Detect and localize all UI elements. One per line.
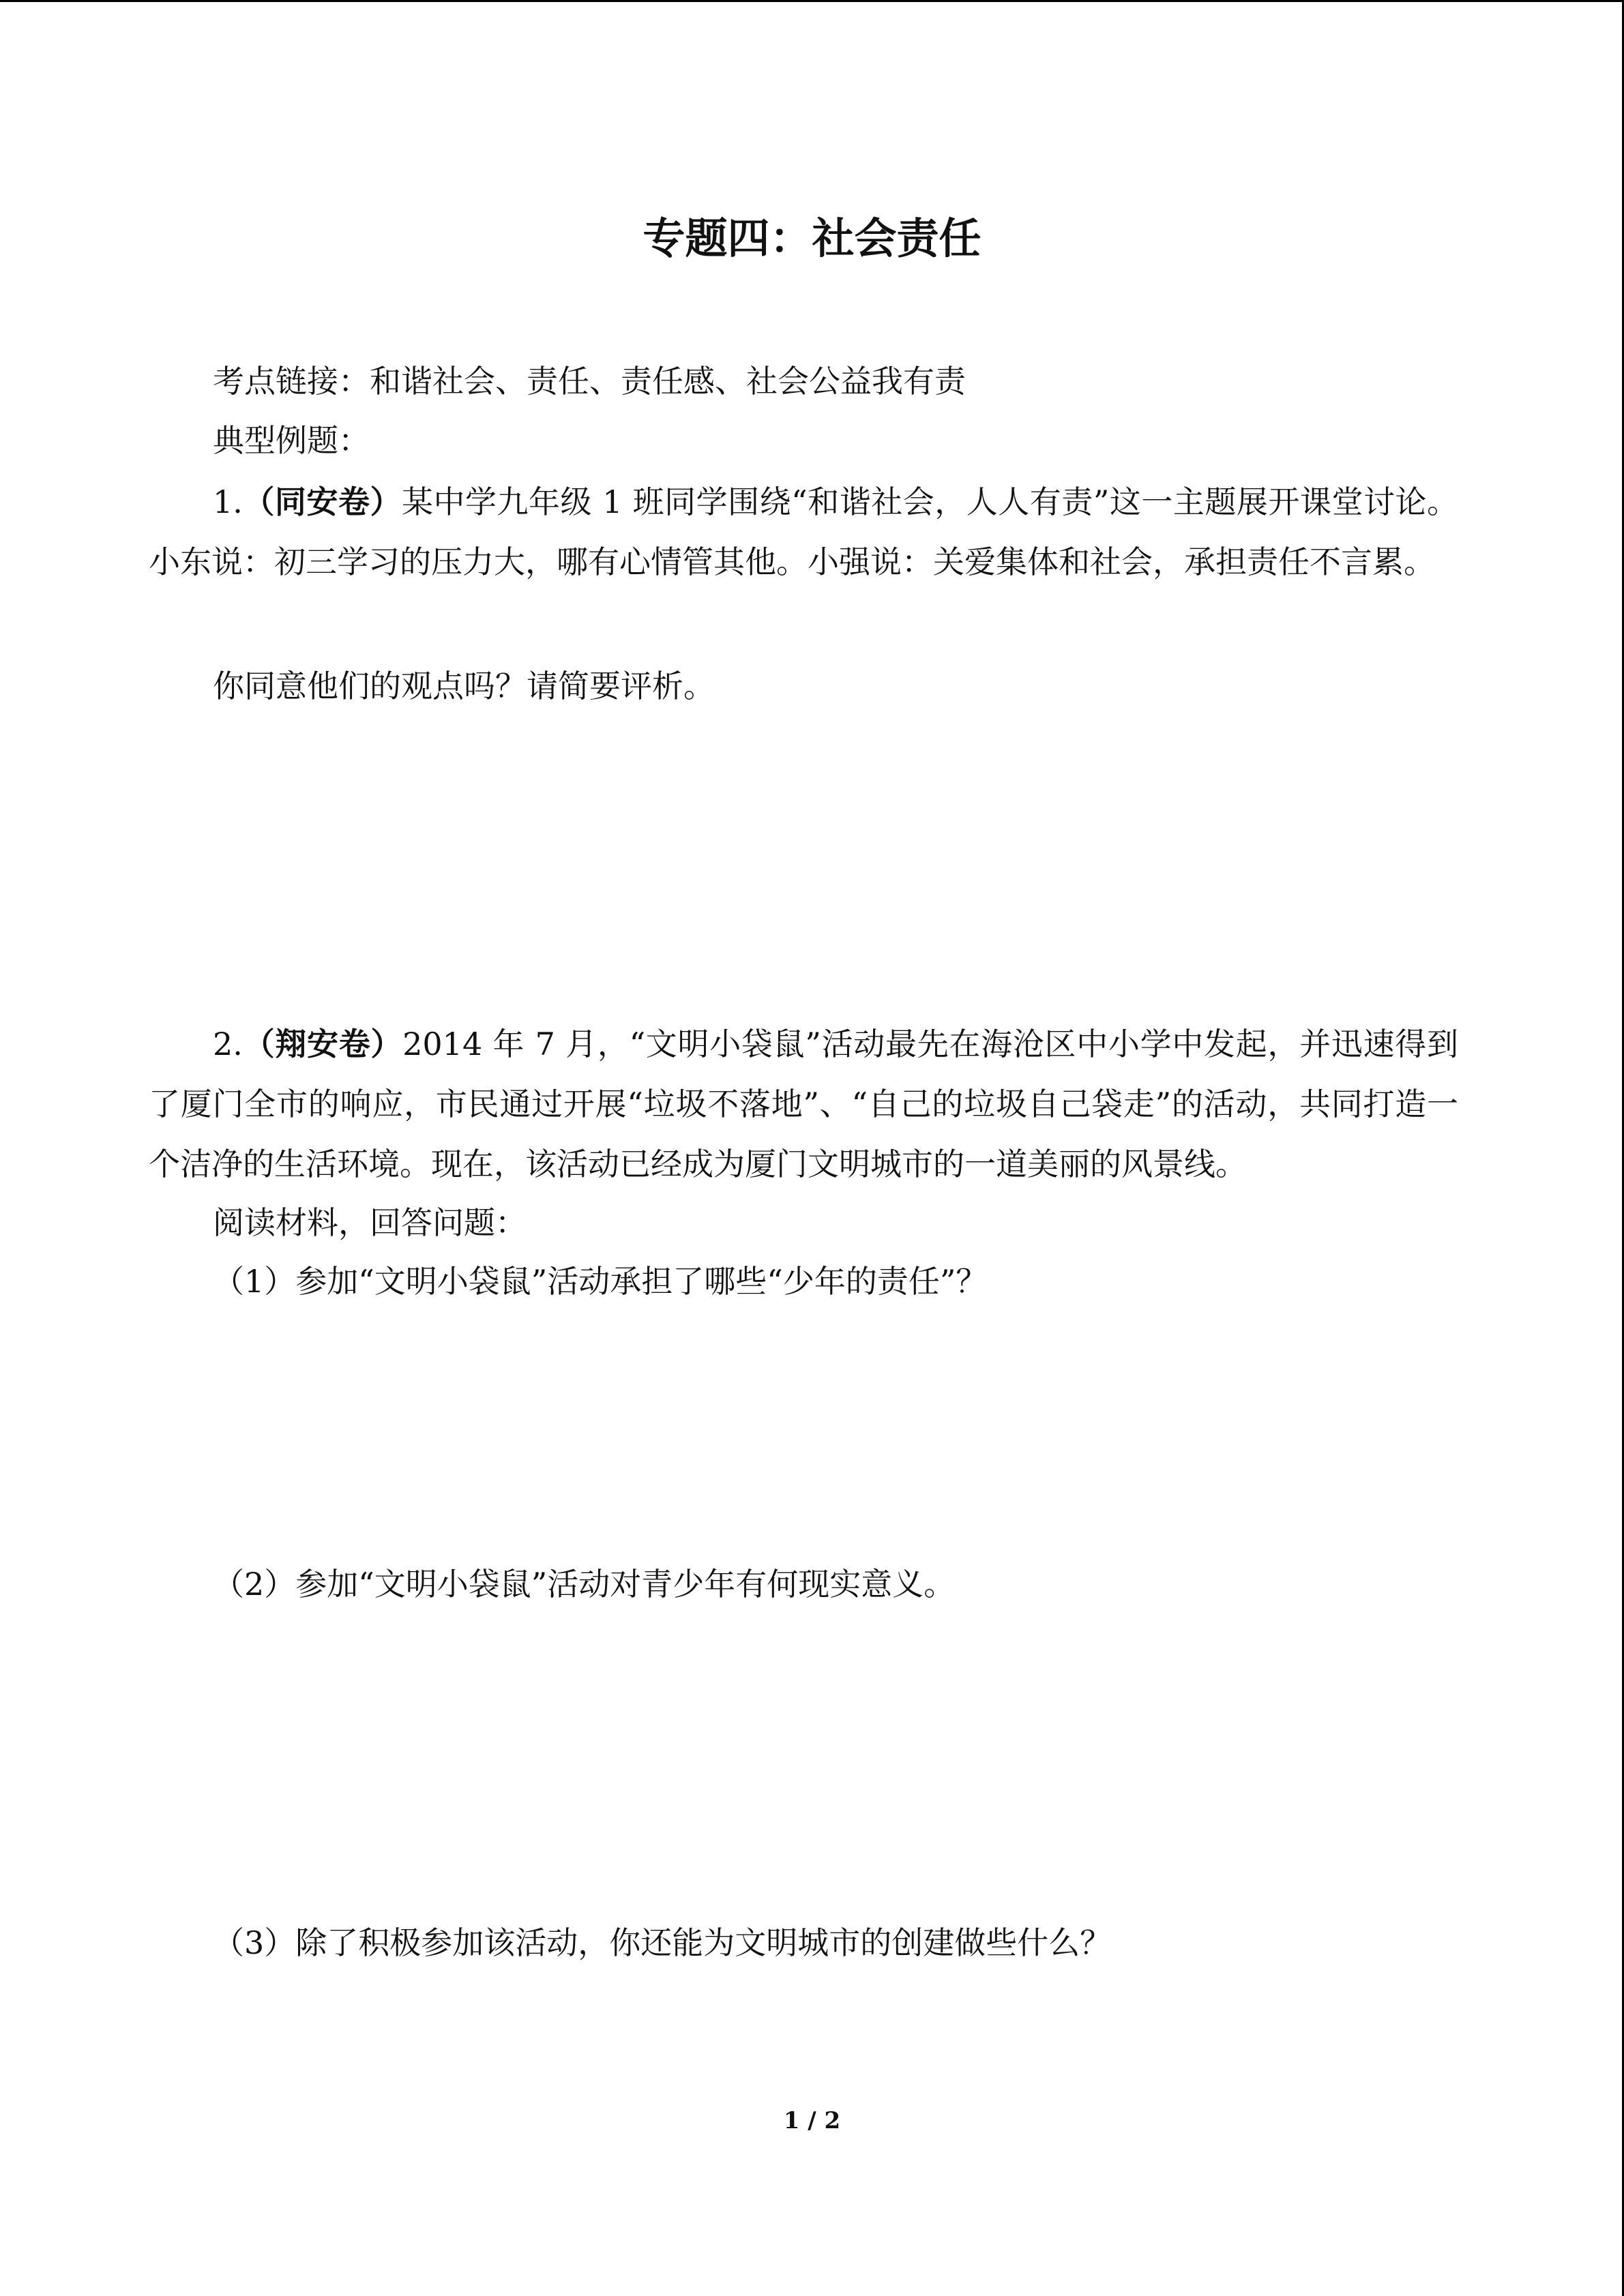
question-2-source: （翔安卷） (242, 1026, 403, 1062)
question-1-text: 某中学九年级 1 班同学围绕“和谐社会，人人有责”这一主题展开课堂讨论。小东说：初三学习的压力大，哪有心情管其他。小强说：关爱集体和社会，承担责任不言累。 (149, 483, 1459, 580)
question-2 (149, 1014, 1458, 1194)
examples-heading: 典型例题： (213, 422, 370, 459)
question-2-text: 2014 年 7 月，“文明小袋鼠”活动最先在海沧区中小学中发起，并迅速得到了厦门全市的响应，市民通过开展“垃圾不落地”、“自己的垃圾自己袋走”的活动，共同打造一个洁净的生活环境。现在，该活动已经成为厦门文明城市的一道美丽的风景线。 (149, 1026, 1459, 1182)
page-title: 专题四：社会责任 (643, 213, 981, 263)
question-1 (149, 472, 1458, 592)
question-1-prompt: 你同意他们的观点吗？请简要评析。 (213, 668, 715, 704)
question-2-number: 2. (213, 1026, 243, 1062)
page-number: 1 / 2 (783, 2107, 841, 2134)
question-1-source: （同安卷） (242, 483, 402, 520)
question-1-number: 1. (213, 483, 243, 520)
exam-points: 考点链接：和谐社会、责任、责任感、社会公益我有责 (213, 363, 966, 400)
question-2-sub-3: （3）除了积极参加该活动，你还能为文明城市的创建做些什么？ (213, 1924, 1112, 1961)
question-2-sub-2: （2）参加“文明小袋鼠”活动对青少年有何现实意义。 (213, 1566, 956, 1602)
question-2-instruction: 阅读材料，回答问题： (213, 1204, 527, 1241)
question-2-sub-1: （1）参加“文明小袋鼠”活动承担了哪些“少年的责任”？ (213, 1263, 988, 1300)
